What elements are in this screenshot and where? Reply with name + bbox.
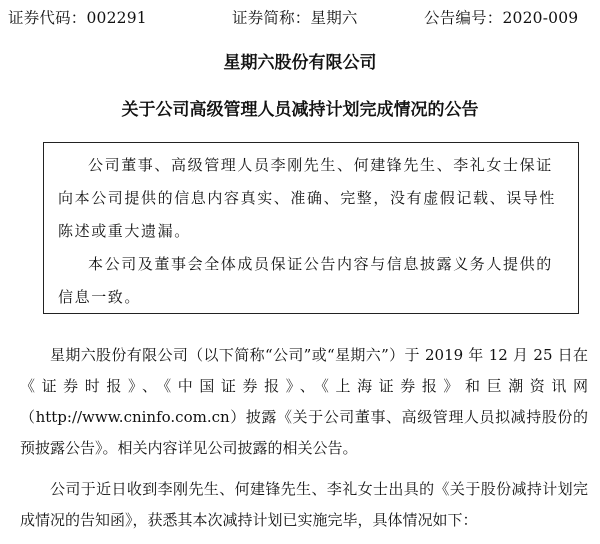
security-short-name: 证券简称：星期六: [232, 9, 358, 27]
company-name: 星期六股份有限公司: [223, 53, 377, 73]
guarantee-notice-box: [43, 142, 579, 314]
announcement-number: 公告编号：2020-009: [424, 9, 579, 27]
body-paragraph-1: 星期六股份有限公司（以下简称“公司”或“星期六”）于 2019 年 12 月 25 日在《证券时报》、《中国证券报》、《上海证券报》和巨潮资讯网（http://www.cninfo.com.cn）披露《关于公司董事、高级管理人员拟减持股份的预披露公告》。相关内容详见公司披露的相关公告。: [20, 346, 588, 457]
announcement-title: 关于公司高级管理人员减持计划完成情况的公告: [121, 100, 479, 120]
notice-paragraph-2: 本公司及董事会全体成员保证公告内容与信息披露义务人提供的信息一致。: [58, 255, 553, 306]
announcement-body: [20, 340, 588, 536]
security-code: 证券代码：002291: [8, 9, 147, 27]
notice-paragraph-1: 公司董事、高级管理人员李刚先生、何建锋先生、李礼女士保证向本公司提供的信息内容真实、准确、完整，没有虚假记载、误导性陈述或重大遗漏。: [58, 156, 557, 240]
body-paragraph-2: 公司于近日收到李刚先生、何建锋先生、李礼女士出具的《关于股份减持计划完成情况的告知函》，获悉其本次减持计划已实施完毕，具体情况如下：: [20, 480, 588, 529]
